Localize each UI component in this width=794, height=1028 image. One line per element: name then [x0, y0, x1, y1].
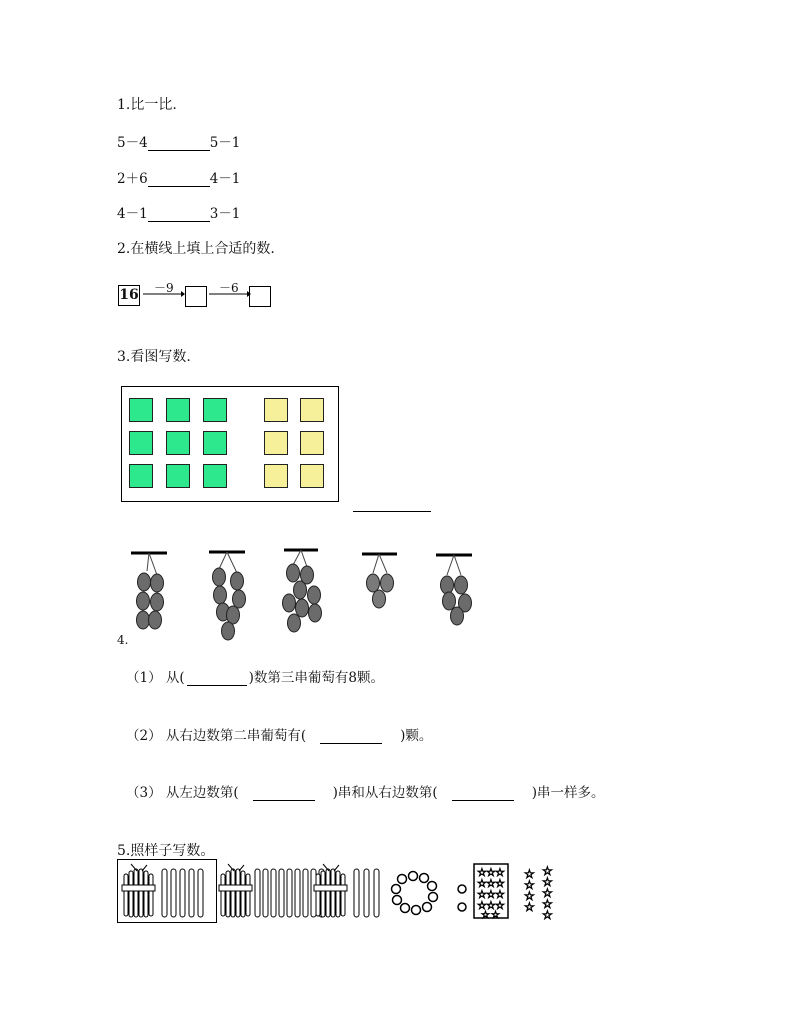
- svg-text:☆: ☆: [495, 888, 505, 901]
- green-square: [203, 431, 227, 455]
- green-square: [203, 398, 227, 422]
- q1-row-2-right: 4－1: [209, 171, 241, 187]
- stick-icon: [255, 869, 324, 917]
- squares-frame: [121, 386, 339, 502]
- green-square: [166, 431, 190, 455]
- yellow-square: [300, 431, 324, 455]
- stick-icon: [162, 869, 203, 917]
- q4-item-3-prefix: （3） 从左边数第(: [126, 785, 239, 801]
- yellow-square: [264, 398, 288, 422]
- q1-row-2-left: 2＋6: [117, 171, 148, 187]
- green-square: [203, 464, 227, 488]
- green-square: [129, 464, 153, 488]
- q4-item-3: [126, 781, 604, 801]
- arrow-2-icon: [209, 289, 251, 299]
- green-square: [166, 464, 190, 488]
- q4-item-1-prefix: （1） 从(: [126, 670, 185, 686]
- small-bead-icon: [458, 885, 466, 911]
- svg-text:☆: ☆: [524, 867, 535, 881]
- svg-text:☆: ☆: [495, 866, 505, 879]
- q1-row-1-blank[interactable]: [148, 136, 210, 151]
- green-square: [129, 431, 153, 455]
- q4-item-3-blank-2[interactable]: [452, 786, 514, 801]
- q4-item-1-blank[interactable]: [187, 671, 247, 686]
- svg-text:☆: ☆: [486, 888, 496, 901]
- svg-text:☆: ☆: [495, 877, 505, 890]
- svg-text:☆: ☆: [542, 864, 553, 878]
- yellow-square: [300, 398, 324, 422]
- q1-title: 1.比一比.: [117, 97, 177, 113]
- start-number-box: 16: [118, 285, 140, 306]
- q1-row-2: [117, 167, 240, 187]
- bead-ring-icon: [392, 872, 438, 915]
- arrow-1-icon: [143, 289, 185, 299]
- answer-box-1[interactable]: [185, 286, 207, 307]
- q4-label: 4.: [117, 633, 129, 647]
- svg-text:☆: ☆: [524, 900, 535, 914]
- q1-row-1: [117, 131, 240, 151]
- svg-text:☆: ☆: [524, 878, 535, 892]
- svg-text:☆: ☆: [524, 889, 535, 903]
- svg-text:☆: ☆: [481, 910, 490, 921]
- q4-item-2-suffix: )颗。: [400, 728, 433, 744]
- q1-row-1-right: 5－1: [209, 135, 241, 151]
- svg-text:☆: ☆: [486, 899, 496, 912]
- q4-item-3-suffix: )串一样多。: [531, 785, 605, 801]
- svg-text:☆: ☆: [486, 866, 496, 879]
- counting-sticks-image: [117, 859, 567, 923]
- svg-text:☆: ☆: [495, 899, 505, 912]
- stick-icon: [354, 869, 379, 917]
- svg-text:☆: ☆: [491, 910, 500, 921]
- q5-title: 5.照样子写数。: [117, 843, 215, 859]
- svg-text:☆: ☆: [542, 875, 553, 889]
- op1-label: －9: [154, 281, 174, 295]
- q1-row-1-left: 5－4: [117, 135, 148, 151]
- svg-text:☆: ☆: [486, 877, 496, 890]
- yellow-square: [300, 464, 324, 488]
- q4-item-2-prefix: （2） 从右边数第二串葡萄有(: [126, 728, 307, 744]
- grape-bunch-2: [209, 552, 246, 640]
- q1-row-3-left: 4－1: [117, 206, 148, 222]
- yellow-square: [264, 464, 288, 488]
- svg-text:☆: ☆: [477, 866, 487, 879]
- grape-bunch-5: [436, 555, 472, 625]
- answer-box-2[interactable]: [249, 286, 271, 307]
- q4-item-1-suffix: )数第三串葡萄有8颗。: [248, 670, 385, 686]
- q1-row-3-blank[interactable]: [148, 207, 210, 222]
- q4-item-3-blank-1[interactable]: [253, 786, 315, 801]
- q1-row-3-right: 3－1: [209, 206, 241, 222]
- green-square: [129, 398, 153, 422]
- q4-item-1: [126, 666, 384, 686]
- grape-bunch-1: [131, 553, 167, 629]
- bundle-icon: [122, 864, 155, 917]
- svg-text:☆: ☆: [542, 897, 553, 911]
- grapes-image: [127, 545, 482, 645]
- q4-item-3-middle: )串和从右边数第(: [332, 785, 438, 801]
- q1-row-3: [117, 202, 240, 222]
- q3-answer-line[interactable]: [353, 511, 431, 512]
- grape-bunch-4: [362, 554, 397, 608]
- svg-text:☆: ☆: [542, 908, 553, 922]
- svg-text:☆: ☆: [477, 899, 487, 912]
- star-icon: [524, 864, 553, 922]
- svg-text:☆: ☆: [477, 888, 487, 901]
- q4-item-2-blank[interactable]: [320, 729, 382, 744]
- q2-title: 2.在横线上填上合适的数.: [117, 241, 275, 257]
- op2-label: －6: [219, 281, 239, 295]
- bundle-icon: [219, 864, 252, 917]
- q4-item-2: [126, 724, 432, 744]
- grape-bunch-3: [283, 550, 322, 632]
- green-square: [166, 398, 190, 422]
- yellow-square: [264, 431, 288, 455]
- svg-text:☆: ☆: [542, 886, 553, 900]
- q1-row-2-blank[interactable]: [148, 172, 210, 187]
- svg-text:☆: ☆: [477, 877, 487, 890]
- q3-title: 3.看图写数.: [117, 349, 191, 365]
